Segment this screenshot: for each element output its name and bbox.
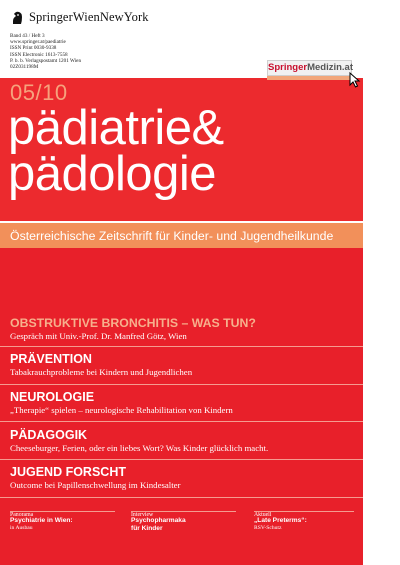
imprint-line: www.springer.at/paediatrie — [10, 39, 66, 46]
topic-heading: NEUROLOGIE — [10, 390, 95, 404]
footer-label: Aktuell — [254, 512, 272, 518]
topic-heading: OBSTRUKTIVE BRONCHITIS – WAS TUN? — [10, 316, 256, 330]
footer-label: Interview — [131, 512, 154, 518]
imprint-block — [10, 33, 81, 70]
publisher-header — [10, 10, 149, 25]
footer-divider — [131, 511, 236, 512]
issue-number: 05/10 — [10, 80, 68, 105]
badge-part-b: Medizin.at — [307, 62, 353, 73]
springer-chess-knight-icon — [10, 10, 25, 25]
topic-heading: PRÄVENTION — [10, 352, 92, 366]
journal-subtitle: Österreichische Zeitschrift für Kinder- und Jugendheilkunde — [10, 229, 334, 243]
topic-item[interactable] — [10, 390, 233, 415]
topic-text: Cheeseburger, Ferien, oder ein liebes Wort? Was Kinder glücklich macht. — [10, 443, 269, 453]
imprint-line: Band 43 / Heft 3 — [10, 33, 45, 39]
imprint-line: ISSN Print 0030-9338 — [10, 45, 57, 52]
topic-item[interactable] — [10, 316, 256, 341]
topic-text: Outcome bei Papillenschwellung im Kindesalter — [10, 480, 181, 490]
topic-heading: PÄDAGOGIK — [10, 428, 88, 442]
topic-text: „Therapie“ spielen – neurologische Rehabilitation von Kindern — [10, 405, 233, 415]
topic-text: Gespräch mit Univ.-Prof. Dr. Manfred Götz, Wien — [10, 331, 187, 341]
imprint-line: 02Z031198M — [10, 64, 39, 71]
footer-subtitle: RSV-Schutz — [254, 525, 282, 531]
topic-item[interactable] — [10, 428, 268, 453]
topic-heading: JUGEND FORSCHT — [10, 465, 126, 479]
badge-underline — [267, 76, 352, 80]
footer-title[interactable]: „Late Preterms“: — [254, 517, 307, 524]
footer-divider — [10, 511, 115, 512]
mouse-pointer-icon — [349, 72, 361, 88]
badge-part-a: Springer — [268, 62, 308, 73]
divider — [0, 497, 363, 498]
imprint-line: P. b. b. Verlagspostamt 1201 Wien — [10, 57, 82, 64]
springermedizin-link[interactable] — [267, 60, 352, 76]
divider — [0, 346, 363, 347]
topic-item[interactable] — [10, 465, 181, 490]
footer-title[interactable]: für Kinder — [131, 525, 163, 532]
footer-subtitle: in Ausbau — [10, 525, 33, 531]
footer-title[interactable]: Psychopharmaka — [131, 517, 186, 524]
topic-item[interactable] — [10, 352, 192, 377]
divider — [0, 459, 363, 460]
divider — [0, 384, 363, 385]
topic-text: Tabakrauchprobleme bei Kindern und Jugendlichen — [10, 367, 193, 377]
footer-title[interactable]: Psychiatrie in Wien: — [10, 517, 73, 524]
publisher-name: SpringerWienNewYork — [29, 10, 149, 24]
footer-label: Panorama — [10, 512, 34, 518]
journal-title-line-2: pädologie — [8, 147, 217, 201]
imprint-line: ISSN Electronic 1613-7558 — [10, 51, 68, 58]
footer-divider — [254, 511, 354, 512]
journal-title-line-1: pädiatrie& — [8, 101, 224, 155]
divider — [0, 421, 363, 422]
